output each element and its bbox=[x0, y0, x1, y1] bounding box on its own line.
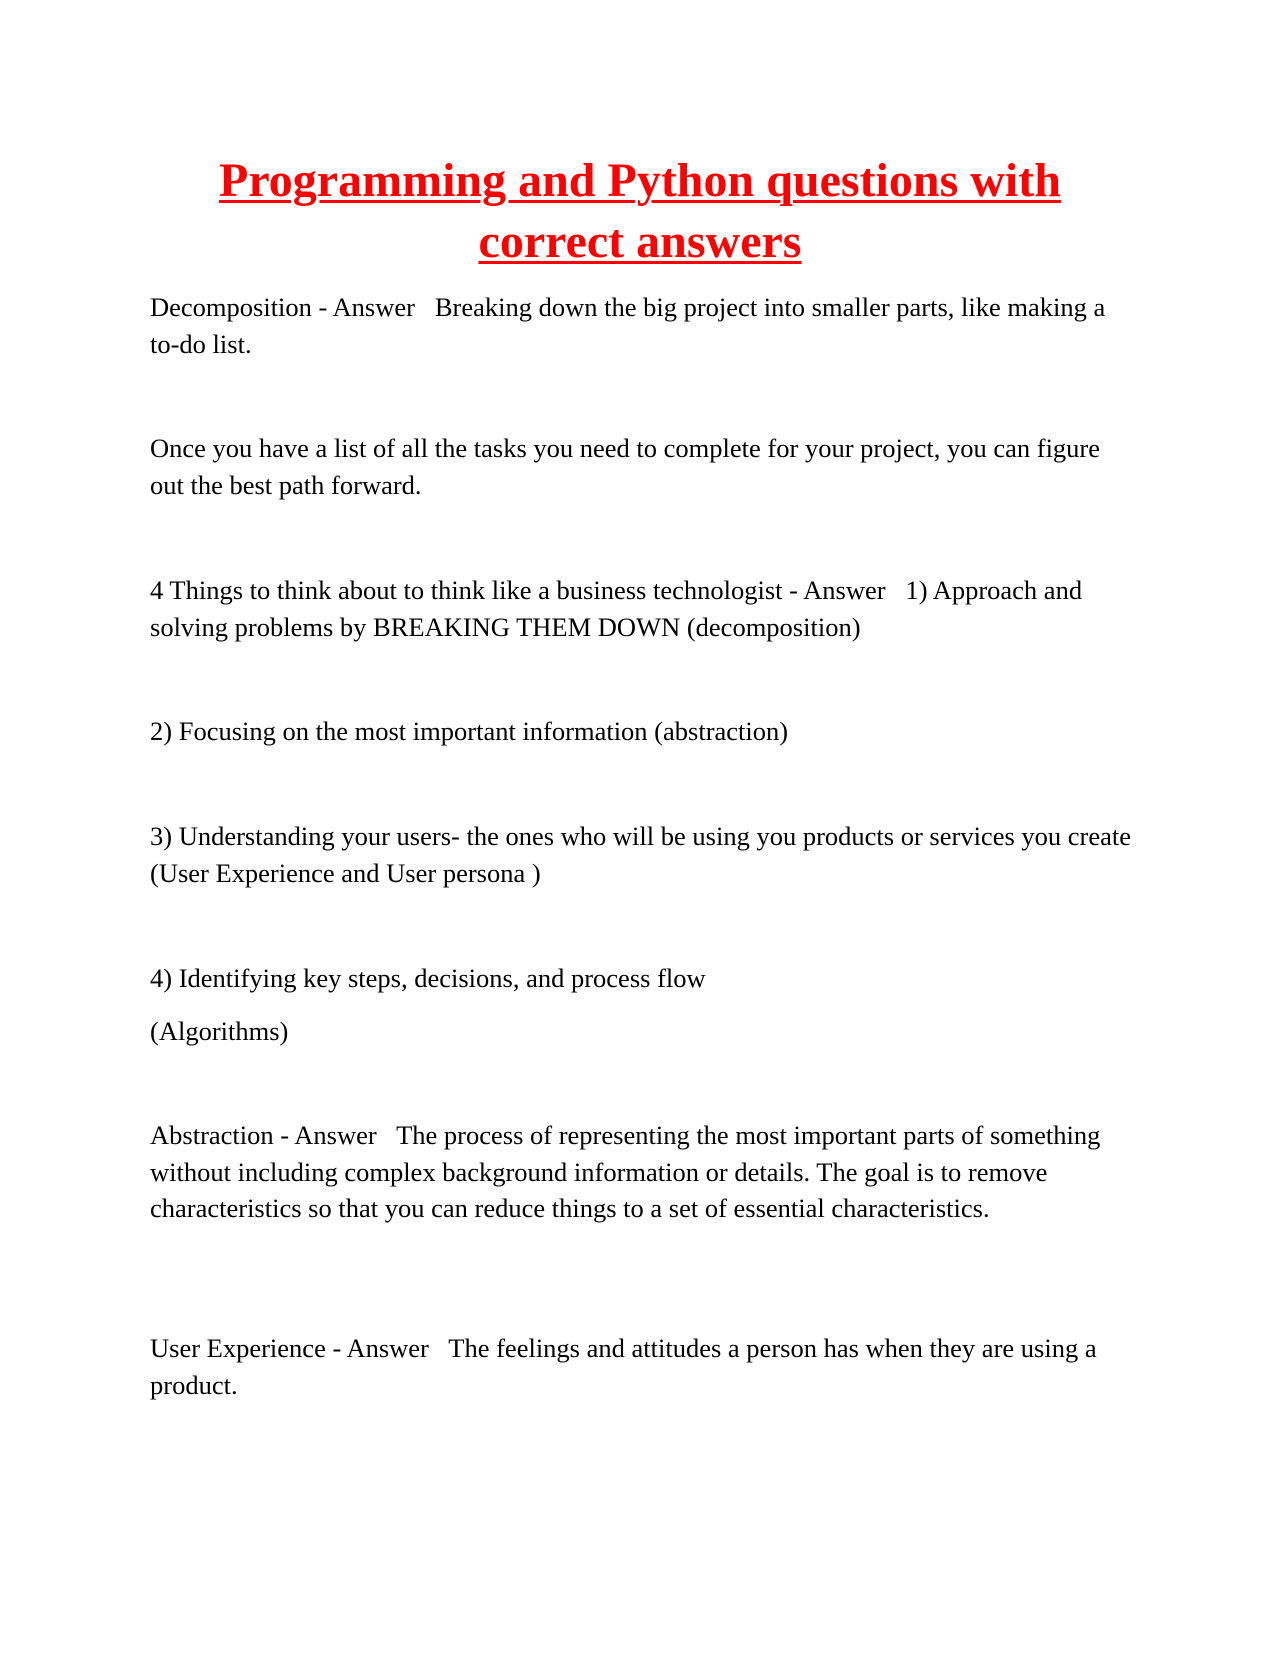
answer-text: The feelings and attitudes a person has when they are using a product. bbox=[150, 1333, 1097, 1400]
question-term: Decomposition - Answer bbox=[150, 292, 415, 322]
list-item-2: 2) Focusing on the most important information (abstraction) bbox=[150, 716, 789, 746]
question-term: Abstraction - Answer bbox=[150, 1120, 377, 1150]
question-term: User Experience - Answer bbox=[150, 1333, 429, 1363]
document-title: Programming and Python questions with correct answers bbox=[219, 154, 1061, 268]
answer-text: The process of representing the most important parts of something without including complex background information or details. The goal is to remove characteristics so that you can reduce things to a set of essential characteristics. bbox=[150, 1120, 1101, 1223]
answer-text: Breaking down the big project into smaller parts, like making a to-do list. bbox=[150, 292, 1106, 359]
note-paragraph: Once you have a list of all the tasks you need to complete for your project, you can figure out the best path forward. bbox=[150, 433, 1101, 500]
list-item-4: 4) Identifying key steps, decisions, and process flow bbox=[150, 963, 706, 993]
list-item-3: 3) Understanding your users- the ones who will be using you products or services you create (User Experience and User persona ) bbox=[150, 821, 1132, 888]
qa-abstraction bbox=[150, 1117, 1135, 1227]
question-term: 4 Things to think about to think like a business technologist - Answer bbox=[150, 575, 886, 605]
qa-decomposition bbox=[150, 289, 1135, 362]
answer-text: 1) Approach and solving problems by BREAKING THEM DOWN (decomposition) bbox=[150, 575, 1083, 642]
qa-four-things bbox=[150, 572, 1135, 645]
list-item-4-continued: (Algorithms) bbox=[150, 1016, 289, 1046]
qa-user-experience bbox=[150, 1330, 1135, 1403]
